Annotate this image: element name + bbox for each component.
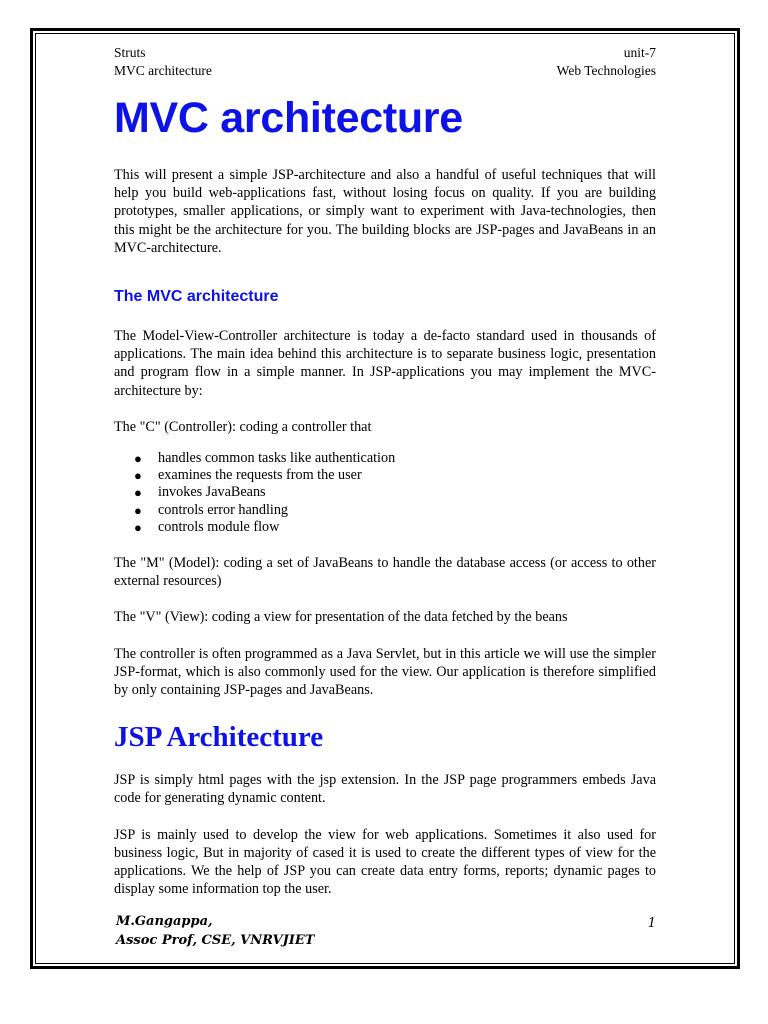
view-paragraph: The "V" (View): coding a view for presentation of the data fetched by the beans	[114, 609, 568, 626]
section-heading-mvc: The MVC architecture	[114, 288, 279, 306]
footer-author: M.Gangappa,	[116, 914, 213, 929]
page-footer	[116, 912, 656, 950]
page-title: MVC architecture	[114, 94, 463, 142]
page-number: 1	[647, 916, 656, 931]
header-subject: Web Technologies	[556, 63, 656, 78]
list-item: ● invokes JavaBeans	[134, 484, 266, 501]
bullet-icon: ●	[134, 519, 142, 535]
model-paragraph: The "M" (Model): coding a set of JavaBeans to handle the database access (or access to other external resources)	[114, 555, 656, 590]
jsp-paragraph-2: JSP is mainly used to develop the view for web applications. Sometimes it also used for business logic, But in majority of cased it is used to create the different types of view for the applications. We the help of JSP you can create data entry forms, reports; dynamic pages to display some information top the user.	[114, 826, 656, 898]
header-course: Struts	[114, 45, 146, 60]
controller-intro: The "C" (Controller): coding a controller that	[114, 418, 372, 435]
running-header-row-1	[114, 44, 656, 62]
intro-paragraph: This will present a simple JSP-architecture and also a handful of useful techniques that will help you build web-applications fast, without losing focus on quality. If you are building prototypes, smaller applications, or simply want to experiment with Java-technologies, then this might be the architecture for you. The building blocks are JSP-pages and JavaBeans in an MVC-architecture.	[114, 167, 656, 256]
header-unit: unit-7	[623, 45, 656, 60]
list-item: ● controls module flow	[134, 518, 280, 535]
mvc-paragraph: The Model-View-Controller architecture is today a de-facto standard used in thousands of applications. The main idea behind this architecture is to separate business logic, presentation and program flow in a simple manner. In JSP-applications you may implement the MVC-architecture by:	[114, 328, 656, 399]
list-item: ● controls error handling	[134, 501, 289, 518]
bullet-icon: ●	[134, 468, 142, 484]
footer-affiliation: Assoc Prof, CSE, VNRVJIET	[116, 933, 315, 948]
bullet-icon: ●	[134, 502, 142, 518]
list-item: ● handles common tasks like authentication	[134, 450, 396, 467]
controller-servlet-paragraph: The controller is often programmed as a Java Servlet, but in this article we will use the simpler JSP-format, which is also commonly used for the view. Our application is therefore simplified by only containing JSP-pages and JavaBeans.	[114, 645, 656, 699]
list-item: ● examines the requests from the user	[134, 467, 362, 484]
jsp-paragraph-1: JSP is simply html pages with the jsp extension. In the JSP page programmers embeds Java code for generating dynamic content.	[114, 772, 656, 807]
document-body	[114, 44, 656, 898]
bullet-icon: ●	[134, 485, 142, 501]
section-heading-jsp: JSP Architecture	[114, 721, 324, 754]
header-topic: MVC architecture	[114, 63, 212, 78]
controller-task-list	[114, 450, 656, 536]
bullet-icon: ●	[134, 451, 142, 467]
running-header-row-2	[114, 62, 656, 80]
